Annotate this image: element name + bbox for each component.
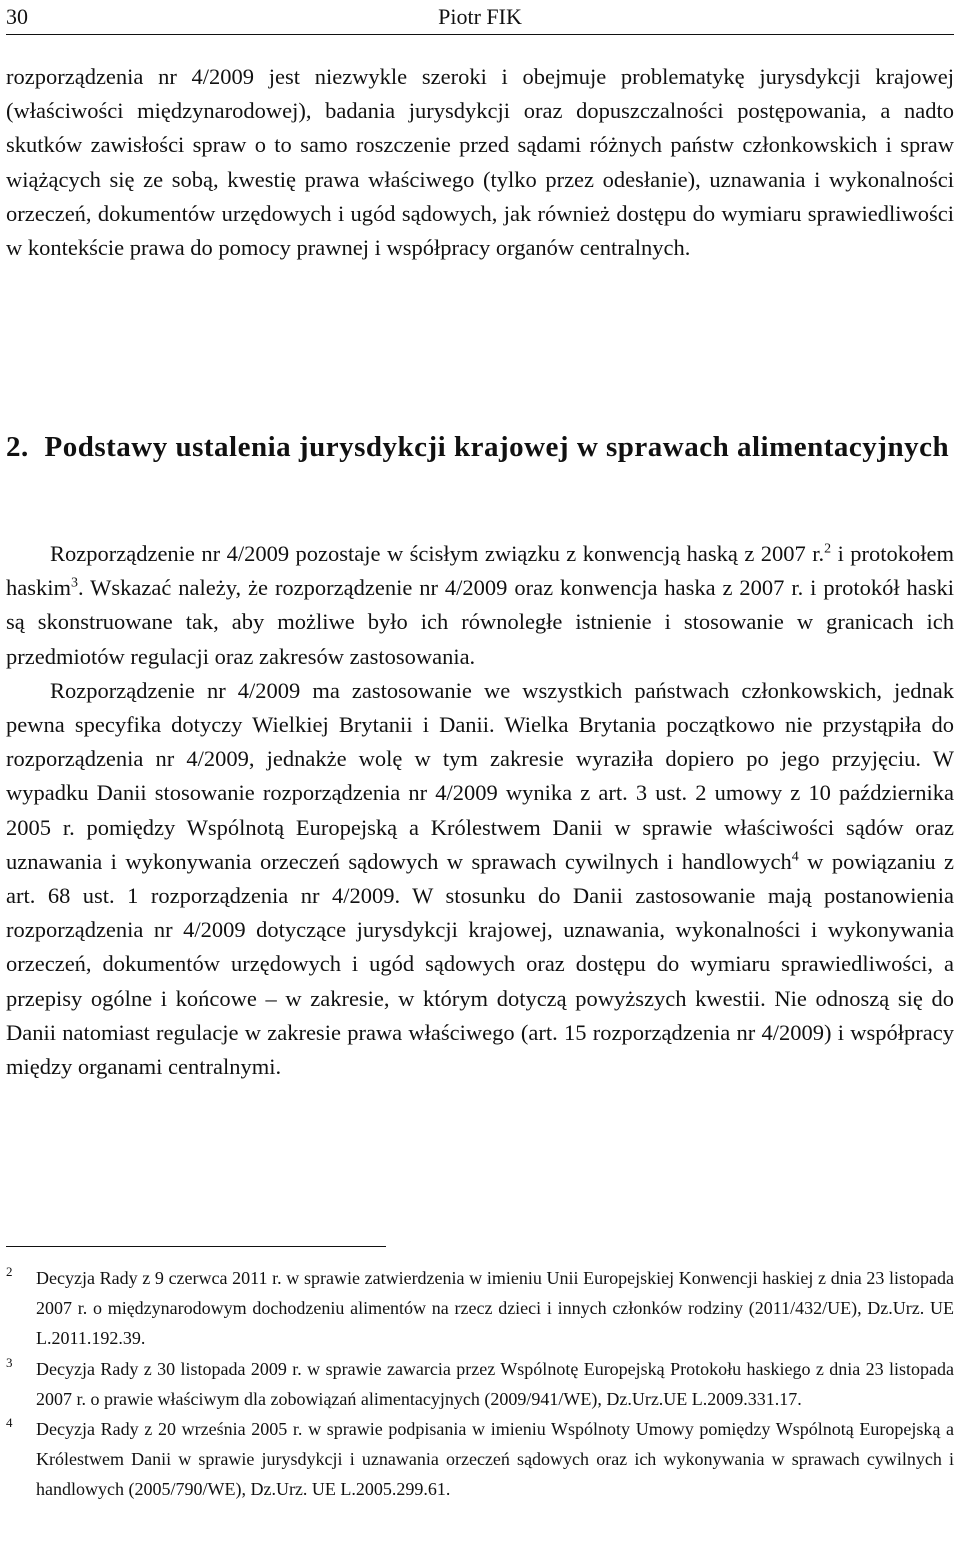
section-title: Podstawy ustalenia jurysdykcji krajowej w sprawach alimentacyjnych: [44, 431, 950, 463]
section-heading: [6, 425, 954, 469]
footnote-text: Decyzja Rady z 20 września 2005 r. w sprawie podpisania w imieniu Wspólnoty Umowy pomiędzy Wspólnotą Europejską a Królestwem Danii w sprawie jurysdykcji i uznawania orzeczeń sądowych oraz ich wykonywania w sprawach cywilnych i handlowych (2005/790/WE), Dz.Urz. UE L.2005.299.61.: [36, 1419, 954, 1500]
section-number: 2.: [6, 431, 29, 463]
footnote-text: Decyzja Rady z 30 listopada 2009 r. w sprawie zawarcia przez Wspólnotę Europejską Protokołu haskiego z dnia 23 listopada 2007 r. o prawie właściwym dla zobowiązań alimentacyjnych (2009/941/WE), Dz.Urz.UE L.2009.331.17.: [36, 1358, 954, 1409]
paragraph-2-text-b: w powiązaniu z art. 68 ust. 1 rozporządzenia nr 4/2009. W stosunku do Danii zastosowanie mają postanowienia rozporządzenia nr 4/2009 dotyczące jurysdykcji krajowej, uznawania, wykonalności i wykonywania orzeczeń, dokumentów urzędowych i ugód sądowych oraz dostępu do wymiaru sprawiedliwości, a przepisy ogólne i końcowe – w zakresie, w którym dotyczą powyższych kwestii. Nie odnoszą się do Danii natomiast regulacje w zakresie prawa właściwego (art. 15 rozporządzenia nr 4/2009) i współpracy między organami centralnymi.: [6, 848, 954, 1080]
section-paragraph-1: [6, 537, 954, 674]
page-number: 30: [6, 4, 28, 29]
footnote-text: Decyzja Rady z 9 czerwca 2011 r. w sprawie zatwierdzenia w imieniu Unii Europejskiej Konwencji haskiej z dnia 23 listopada 2007 r. o międzynarodowym dochodzeniu alimentów na rzecz dzieci i innych członków rodziny (2011/432/UE), Dz.Urz. UE L.2011.192.39.: [36, 1268, 954, 1349]
footnote-ref-2[interactable]: 2: [824, 541, 832, 557]
footnotes: [6, 1263, 954, 1505]
section-paragraph-2: [6, 674, 954, 1084]
paragraph-1-text-c: . Wskazać należy, że rozporządzenie nr 4/2009 oraz konwencja haska z 2007 r. i protokół haski są skonstruowane tak, aby możliwe było ich równoległe istnienie i stosowanie w granicach ich przedmiotów regulacji oraz zakresów zastosowania.: [6, 575, 954, 669]
paragraph-1-text-a: Rozporządzenie nr 4/2009 pozostaje w ścisłym związku z konwencją haską z 2007 r.: [50, 541, 825, 566]
intro-paragraph: rozporządzenia nr 4/2009 jest niezwykle szeroki i obejmuje problematykę jurysdykcji krajowej (właściwości międzynarodowej), badania jurysdykcji oraz dopuszczalności postępowania, a nadto skutków zawisłości spraw o to samo roszczenie przed sądami różnych państw członkowskich i spraw wiążących się ze sobą, kwestię prawa właściwego (tylko przez odesłanie), uznawania i wykonalności orzeczeń, dokumentów urzędowych i ugód sądowych, jak również dostępu do wymiaru sprawiedliwości w kontekście prawa do pomocy prawnej i współpracy organów centralnych.: [6, 64, 954, 261]
paragraph-1-text-b: i protokołem haskim: [6, 541, 955, 601]
footnote-ref-4[interactable]: 4: [791, 849, 799, 865]
footnote-2: [6, 1263, 954, 1354]
footnote-3: [6, 1354, 954, 1414]
footnote-number: 2: [6, 1264, 13, 1279]
paragraph-2-text-a: Rozporządzenie nr 4/2009 ma zastosowanie we wszystkich państwach członkowskich, jednak pewna specyfika dotyczy Wielkiej Brytanii i Danii. Wielka Brytania początkowo nie przystąpiła do rozporządzenia nr 4/2009, jednakże wolę w tym zakresie wyraziła dopiero po jego przyjęciu. W wypadku Danii stosowanie rozporządzenia nr 4/2009 wynika z art. 3 ust. 2 umowy z 10 października 2005 r. pomiędzy Wspólnotą Europejską a Królestwem Danii w sprawie właściwości sądów oraz uznawania i wykonywania orzeczeń sądowych w sprawach cywilnych i handlowych: [6, 677, 954, 874]
footnote-number: 3: [6, 1354, 13, 1370]
footnote-number: 4: [6, 1415, 13, 1431]
section-body: [6, 537, 954, 1084]
footnote-4: [6, 1414, 954, 1505]
running-header: [6, 0, 954, 35]
footnote-ref-3[interactable]: 3: [71, 575, 78, 591]
running-header-author: Piotr FIK: [438, 4, 522, 29]
footnote-separator: [6, 1246, 386, 1247]
